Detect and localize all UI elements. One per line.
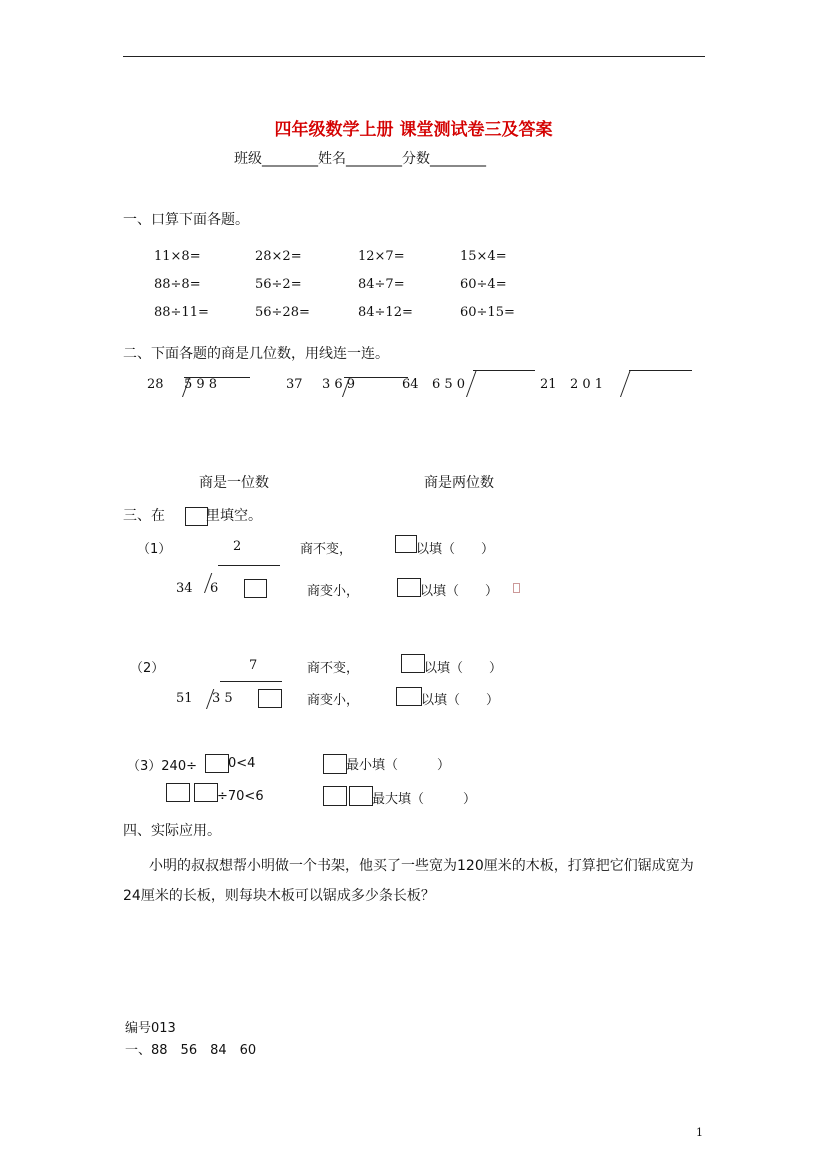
divisor: 51 bbox=[176, 691, 193, 706]
answer-code: 编号013 bbox=[125, 1021, 176, 1036]
divisor: 28 bbox=[147, 377, 164, 392]
calc-item: 56÷28= bbox=[255, 305, 310, 320]
fill-prompt: 以填（ ） bbox=[420, 584, 499, 599]
fill-box[interactable] bbox=[396, 687, 422, 706]
calc-item: 15×4= bbox=[460, 249, 507, 264]
divisor: 37 bbox=[286, 377, 303, 392]
calc-item: 60÷4= bbox=[460, 277, 507, 292]
answer-line-1: 一、88 56 84 60 bbox=[125, 1043, 257, 1058]
divisor: 64 bbox=[402, 377, 419, 392]
section4-heading: 四、实际应用。 bbox=[123, 823, 221, 839]
answer-prompt: 最小填（ ） bbox=[346, 758, 451, 773]
option-one-digit: 商是一位数 bbox=[199, 475, 269, 491]
calc-item: 11×8= bbox=[154, 249, 201, 264]
division-bracket bbox=[466, 370, 477, 397]
divisor: 34 bbox=[176, 581, 193, 596]
problem-label: （2） bbox=[130, 661, 165, 676]
section3-heading-post: 里填空。 bbox=[206, 508, 262, 524]
fill-box[interactable] bbox=[349, 786, 373, 806]
section2-heading: 二、下面各题的商是几位数，用线连一连。 bbox=[123, 346, 389, 362]
condition-text: 商不变， bbox=[300, 542, 353, 557]
fill-box[interactable] bbox=[401, 654, 425, 673]
condition-text: 商变小， bbox=[307, 693, 360, 708]
answer-box[interactable] bbox=[258, 689, 282, 708]
calc-item: 84÷12= bbox=[358, 305, 413, 320]
word-problem: 小明的叔叔想帮小明做一个书架，他买了一些宽为120厘米的木板，打算把它们锯成宽为24厘米的长板，则每块木板可以锯成多少条长板？ bbox=[123, 858, 694, 904]
fill-prompt: 以填（ ） bbox=[416, 542, 495, 557]
student-info-line: 班级________姓名________分数________ bbox=[234, 151, 486, 167]
fill-box[interactable] bbox=[194, 783, 218, 802]
calc-item: 12×7= bbox=[358, 249, 405, 264]
condition-text: 商不变， bbox=[307, 661, 360, 676]
fill-box[interactable] bbox=[166, 783, 190, 802]
fill-box[interactable] bbox=[323, 754, 347, 774]
fill-box[interactable] bbox=[397, 578, 421, 597]
division-bar bbox=[473, 370, 535, 371]
header-rule bbox=[123, 56, 705, 57]
expression-tail: 0<4 bbox=[228, 756, 256, 771]
calc-item: 60÷15= bbox=[460, 305, 515, 320]
fill-box[interactable] bbox=[395, 535, 417, 553]
section3-heading-pre: 三、在 bbox=[123, 508, 165, 524]
option-two-digit: 商是两位数 bbox=[424, 475, 494, 491]
page-number: 1 bbox=[696, 1126, 703, 1139]
dividend: 3 5 bbox=[212, 691, 233, 706]
problem-label: （1） bbox=[137, 542, 172, 557]
dividend: 6 5 0 bbox=[432, 377, 466, 392]
dividend: 3 6 9 bbox=[322, 377, 356, 392]
dividend: 2 0 1 bbox=[570, 377, 604, 392]
division-bracket bbox=[620, 370, 631, 397]
dividend: 6 bbox=[210, 581, 219, 596]
calc-item: 84÷7= bbox=[358, 277, 405, 292]
condition-text: 商变小， bbox=[307, 584, 360, 599]
fill-prompt: 以填（ ） bbox=[421, 693, 500, 708]
fill-prompt: 以填（ ） bbox=[424, 661, 503, 676]
divisor: 21 bbox=[540, 377, 557, 392]
section1-heading: 一、口算下面各题。 bbox=[123, 212, 249, 228]
division-bar bbox=[218, 565, 280, 566]
division-bar bbox=[629, 370, 692, 371]
fill-box[interactable] bbox=[205, 754, 229, 773]
quotient: 2 bbox=[233, 539, 242, 554]
quotient: 7 bbox=[249, 658, 258, 673]
problem-label: （3）240÷ bbox=[127, 759, 197, 774]
fill-box[interactable] bbox=[323, 786, 347, 806]
calc-item: 28×2= bbox=[255, 249, 302, 264]
page-title: 四年级数学上册 课堂测试卷三及答案 bbox=[274, 120, 553, 140]
division-bar bbox=[220, 681, 282, 682]
calc-item: 88÷11= bbox=[154, 305, 209, 320]
answer-box[interactable] bbox=[244, 579, 267, 598]
calc-item: 88÷8= bbox=[154, 277, 201, 292]
expression-tail: ÷70<6 bbox=[217, 789, 264, 804]
calc-item: 56÷2= bbox=[255, 277, 302, 292]
dividend: 5 9 8 bbox=[184, 377, 218, 392]
division-bar bbox=[344, 377, 408, 378]
anchor-mark-icon bbox=[513, 583, 520, 593]
blank-box-example bbox=[185, 507, 208, 526]
answer-prompt: 最大填（ ） bbox=[372, 792, 477, 807]
